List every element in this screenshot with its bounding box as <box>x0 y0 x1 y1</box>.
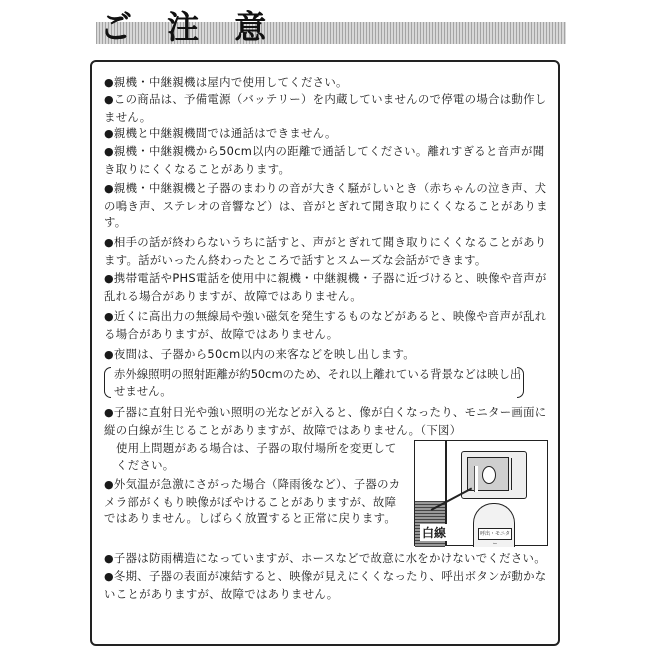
notice-text: 親機・中継親機は屋内で使用してください。 <box>113 75 348 89</box>
white-line-label: 白線 <box>422 526 447 540</box>
bullet-icon: ● <box>104 93 114 106</box>
notice-text: 相手の話が終わらないうちに話すと、声がとぎれて聞き取りにくくなることがあります。話がいったん終わったところで話すとスムーズな会話ができます。 <box>104 235 547 267</box>
notice-item <box>104 308 554 342</box>
notice-text: 近くに高出力の無線局や強い磁気を発生するものなどがあると、映像や音声が乱れる場合がありますが、故障ではありません。 <box>104 309 547 341</box>
notice-item <box>104 346 554 364</box>
notice-item <box>104 550 554 568</box>
notice-text: 携帯電話やPHS電話を使用中に親機・中継親機・子器に近づけると、映像や音声が乱れる場合がありますが、故障ではありません。 <box>104 271 547 303</box>
bullet-icon: ● <box>104 406 114 419</box>
bullet-icon: ● <box>104 552 114 565</box>
door-unit-illustration <box>473 503 515 547</box>
bullet-icon: ● <box>104 182 114 195</box>
monitor-buttons <box>511 458 522 490</box>
notice-text: 親機・中継親機から50cm以内の距離で通話してください。離れすぎると音声が聞き取りにくくなることがあります。 <box>104 144 545 176</box>
notice-item <box>104 476 404 527</box>
bullet-icon: ● <box>104 145 114 158</box>
notice-item <box>104 125 554 143</box>
notice-subtext: 使用上問題がある場合は、子器の取付場所を変更してください。 <box>116 441 397 472</box>
notice-text: 冬期、子器の表面が凍結すると、映像が見えにくくなったり、呼出ボタンが動かないことがありますが、故障ではありません。 <box>104 569 547 601</box>
bullet-icon: ● <box>104 570 114 583</box>
white-line-mark <box>474 466 478 492</box>
bullet-icon: ● <box>104 127 114 140</box>
notice-text: 子器は防雨構造になっていますが、ホースなどで故意に水をかけないでください。 <box>113 551 546 565</box>
notice-text: 夜間は、子器から50cm以内の来客などを映し出します。 <box>113 347 415 361</box>
bullet-icon: ● <box>104 272 114 285</box>
face-icon <box>482 466 496 484</box>
infrared-note: 赤外線照明の照射距離が約50cmのため、それ以上離れている背景などは映し出せません。 <box>104 366 524 399</box>
page-title: ご 注 意 <box>100 8 279 46</box>
notice-item <box>104 91 554 125</box>
unit-label: 呼出・モニター <box>478 528 512 540</box>
bullet-icon: ● <box>104 478 114 491</box>
bullet-icon: ● <box>104 236 114 249</box>
bullet-icon: ● <box>104 76 114 89</box>
monitor-illustration <box>461 451 527 499</box>
notice-item <box>104 180 554 231</box>
notice-text: この商品は、予備電源（バッテリー）を内蔵していませんので停電の場合は動作しません。 <box>104 92 547 124</box>
monitor-screen <box>467 457 509 491</box>
notice-item <box>104 404 554 438</box>
notice-item <box>104 270 554 304</box>
notice-text: 外気温が急激にさがった場合（降雨後など）、子器のカメラ部がくもり映像がぼやけることがありますが、故障ではありません。しばらく放置すると正常に戻ります。 <box>104 477 401 526</box>
notice-item <box>104 234 554 268</box>
bullet-icon: ● <box>104 310 114 323</box>
notice-text: 親機と中継親機間では通話はできません。 <box>113 126 337 140</box>
notice-item <box>104 568 554 602</box>
notice-item <box>104 74 554 92</box>
notice-text: 親機・中継親機と子器のまわりの音が大きく騒がしいとき（赤ちゃんの泣き声、犬の鳴き声、ステレオの音響など）は、音がとぎれて聞き取りにくくなることがあります。 <box>104 181 548 230</box>
heading <box>96 8 566 46</box>
bullet-icon: ● <box>104 348 114 361</box>
notice-item <box>104 143 554 177</box>
notice-text: 子器に直射日光や強い照明の光などが入ると、像が白くなったり、モニター画面に縦の白線が生じることがありますが、故障ではありません。（下図） <box>104 405 547 437</box>
